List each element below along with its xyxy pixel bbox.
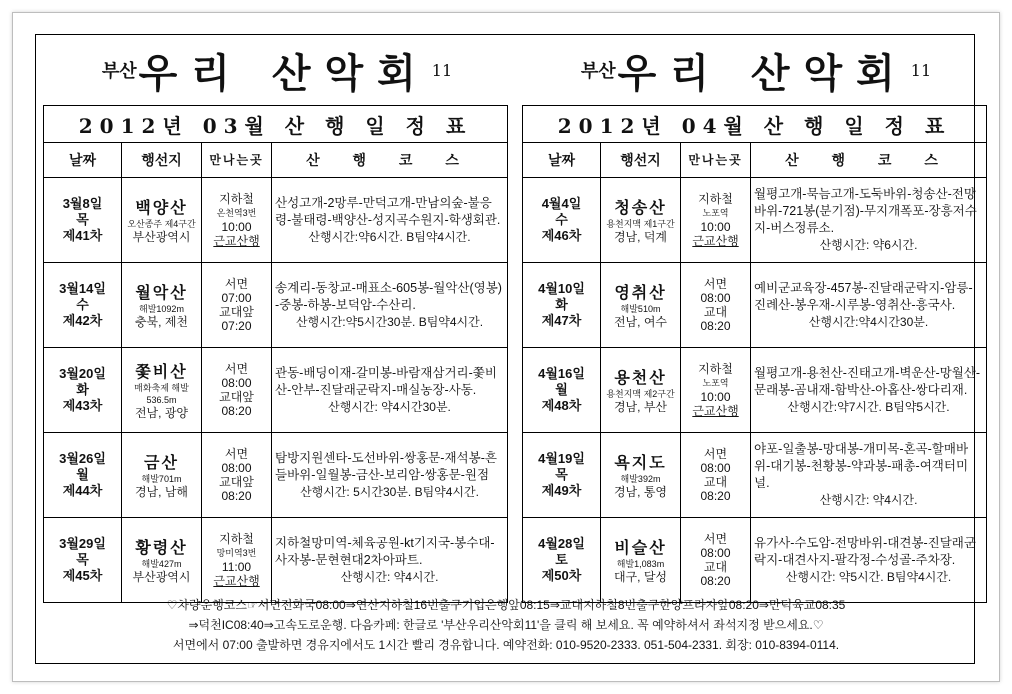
date-cell: 3월8일 목 제41차 [44, 178, 122, 263]
schedule-row [523, 263, 987, 348]
course-cell: 산성고개-2망루-만덕고개-만남의숲-불응령-불태령-백양산-성지곡수원지-학생회관. 산행시간:약6시간. B팀약4시간. [272, 178, 508, 263]
cafe-notice-line: ⇒덕천IC08:40⇒고속도로운행. 다음카페: 한글로 '부산우리산악회11'을 클릭 해 보세요. 꼭 예약하셔서 좌석지정 받으세요.♡ [188, 618, 824, 632]
mountain-cell: 황령산 해발427m 부산광역시 [122, 518, 202, 603]
mountain-cell: 금산 해발701m 경남, 남해 [122, 433, 202, 518]
schedule-row [523, 348, 987, 433]
course-cell: 지하철망미역-체육공원-kt기지국-봉수대-사자봉-문현현대2차아파트. 산행시간: 약4시간. [272, 518, 508, 603]
schedule-row [523, 178, 987, 263]
mountain-cell: 비슬산 해발1,083m 대구, 달성 [601, 518, 681, 603]
meeting-cell: 지하철 망미역3번 11:00 근교산행 [202, 518, 272, 603]
april-panel [522, 35, 990, 603]
schedule-title: 2012년 03월 산 행 일 정 표 [44, 106, 508, 143]
club-title [43, 35, 511, 105]
meeting-cell: 서면 08:00 교대앞 08:20 [202, 348, 272, 433]
club-title [522, 35, 990, 105]
header-meeting: 만나는곳 [681, 143, 751, 178]
schedule-table [522, 105, 987, 603]
course-cell: 야포-일출봉-망대봉-개미목-혼곡-할매바위-대기봉-천황봉-약과봉-패총-여객터미널. 산행시간: 약4시간. [751, 433, 987, 518]
date-cell: 3월26일 월 제44차 [44, 433, 122, 518]
schedule-table [43, 105, 508, 603]
mountain-cell: 용천산 용천지맥 제2구간 경남, 부산 [601, 348, 681, 433]
schedule-row [44, 518, 508, 603]
club-name: 우리 산악회 [617, 49, 909, 97]
mountain-cell: 청송산 용천지맥 제1구간 경남, 덕계 [601, 178, 681, 263]
contact-line: 서면에서 07:00 출발하면 경유지에서도 1시간 빨리 경유합니다. 예약전화: 010-9520-2333. 051-504-2331. 회장: 010-8394-0114. [172, 638, 840, 652]
bus-route-line: ♡차량운행코스☞서면전화국08:00⇒연산지하철16번출구기업은행앞08:15⇒교대지하철8번출구한양프라자앞08:20⇒만덕육교08:35 [166, 598, 846, 612]
mountain-cell: 월악산 해발1092m 충북, 제천 [122, 263, 202, 348]
club-prefix: 부산 [580, 61, 616, 82]
club-suffix: 11 [431, 60, 453, 80]
schedule-row [523, 518, 987, 603]
march-panel [43, 35, 511, 603]
club-suffix: 11 [910, 60, 932, 80]
date-cell: 4월19일 목 제49차 [523, 433, 601, 518]
date-cell: 3월20일 화 제43차 [44, 348, 122, 433]
meeting-cell: 서면 08:00 교대 08:20 [681, 518, 751, 603]
mountain-cell: 백양산 오산종주 제4구간 부산광역시 [122, 178, 202, 263]
schedule-title: 2012년 04월 산 행 일 정 표 [523, 106, 987, 143]
meeting-cell: 서면 08:00 교대 08:20 [681, 433, 751, 518]
mountain-cell: 욕지도 해발392m 경남, 통영 [601, 433, 681, 518]
course-cell: 탐방지원센타-도선바위-쌍홍문-재석봉-흔들바위-일월봉-금산-보리암-쌍홍문-원점 산행시간: 5시간30분. B팀약4시간. [272, 433, 508, 518]
header-destination: 행선지 [601, 143, 681, 178]
club-prefix: 부산 [101, 61, 137, 82]
date-cell: 3월14일 수 제42차 [44, 263, 122, 348]
meeting-cell: 서면 08:00 교대앞 08:20 [202, 433, 272, 518]
date-cell: 4월16일 월 제48차 [523, 348, 601, 433]
schedule-row [44, 433, 508, 518]
header-course: 산 행 코 스 [751, 143, 987, 178]
meeting-cell: 지하철 온천역3번 10:00 근교산행 [202, 178, 272, 263]
meeting-cell: 지하철 노포역 10:00 근교산행 [681, 178, 751, 263]
schedule-row [523, 433, 987, 518]
header-destination: 행선지 [122, 143, 202, 178]
date-cell: 4월4일 수 제46차 [523, 178, 601, 263]
course-cell: 송계리-동창교-매표소-605봉-월악산(영봉)-중봉-하봉-보덕암-수산리. 산행시간:약5시간30분. B팀약4시간. [272, 263, 508, 348]
club-name: 우리 산악회 [138, 49, 430, 97]
schedule-row [44, 178, 508, 263]
mountain-cell: 쫓비산 매화축제 해발536.5m 전남, 광양 [122, 348, 202, 433]
header-date: 날짜 [44, 143, 122, 178]
course-cell: 관동-배딩이재-갈미봉-바람재삼거리-쫓비산-안부-진달래군락지-매실농장-사동. 산행시간: 약4시간30분. [272, 348, 508, 433]
date-cell: 3월29일 목 제45차 [44, 518, 122, 603]
header-date: 날짜 [523, 143, 601, 178]
meeting-cell: 서면 07:00 교대앞 07:20 [202, 263, 272, 348]
schedule-row [44, 348, 508, 433]
date-cell: 4월28일 토 제50차 [523, 518, 601, 603]
flyer [35, 34, 981, 664]
date-cell: 4월10일 화 제47차 [523, 263, 601, 348]
course-cell: 월평고개-묵늠고개-도둑바위-청송산-전망바위-721봉(분기점)-무지개폭포-장흥저수지-버스정류소. 산행시간: 약6시간. [751, 178, 987, 263]
course-cell: 유가사-수도암-전망바위-대견봉-진달래군락지-대견사지-팔각정-수성골-주차장. 산행시간: 약5시간. B팀약4시간. [751, 518, 987, 603]
header-meeting: 만나는곳 [202, 143, 272, 178]
schedule-row [44, 263, 508, 348]
header-course: 산 행 코 스 [272, 143, 508, 178]
mountain-cell: 영취산 해발510m 전남, 여수 [601, 263, 681, 348]
meeting-cell: 지하철 노포역 10:00 근교산행 [681, 348, 751, 433]
footer-notice [36, 595, 976, 655]
course-cell: 월평고개-용천산-진태고개-벽운산-망월산-문래봉-곰내재-함박산-아홉산-쌍다리재. 산행시간:약7시간. B팀약5시간. [751, 348, 987, 433]
course-cell: 예비군교육장-457봉-진달래군락지-암릉-진례산-봉우재-시루봉-영취산-흥국사. 산행시간:약4시간30분. [751, 263, 987, 348]
meeting-cell: 서면 08:00 교대 08:20 [681, 263, 751, 348]
